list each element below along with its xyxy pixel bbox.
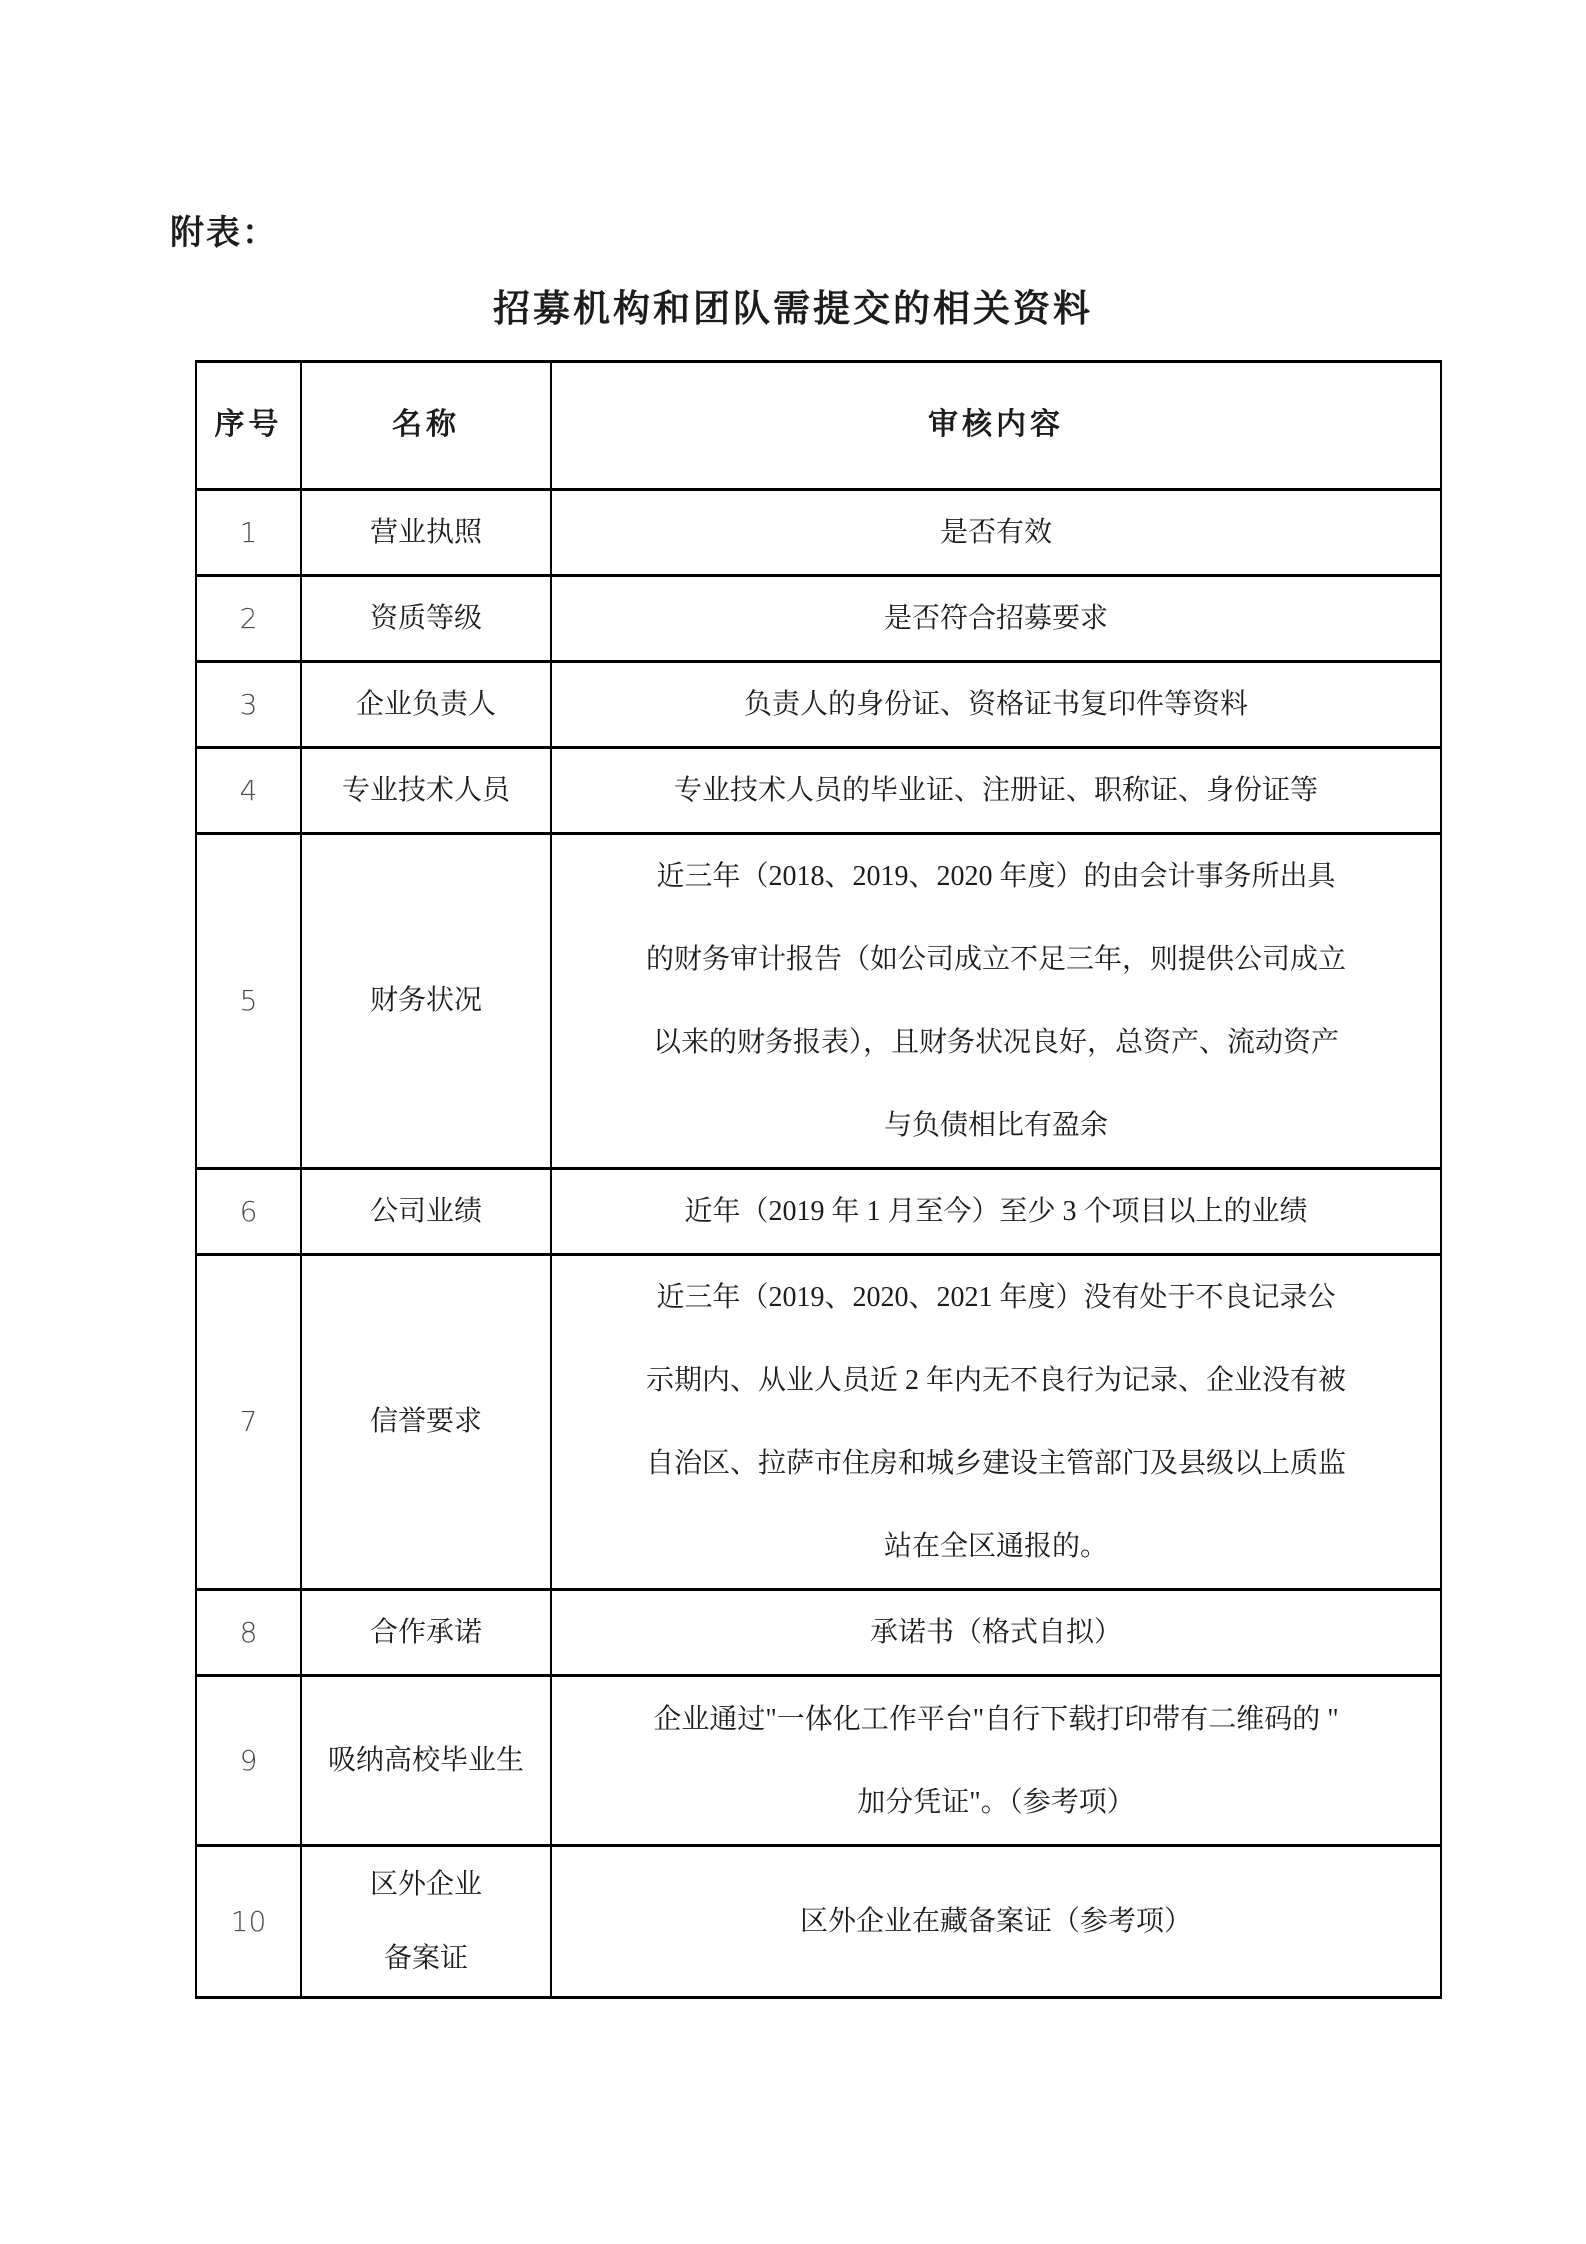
cell-name: 营业执照 bbox=[301, 490, 551, 576]
cell-name bbox=[301, 1846, 551, 1998]
annex-label: 附表： bbox=[170, 215, 278, 252]
table-row-7 bbox=[196, 1255, 1441, 1590]
table-row-2 bbox=[196, 576, 1441, 662]
table-header-row bbox=[196, 362, 1441, 490]
cell-content bbox=[551, 1255, 1441, 1590]
document-title: 招募机构和团队需提交的相关资料 bbox=[493, 289, 1093, 330]
cell-name: 吸纳高校毕业生 bbox=[301, 1676, 551, 1846]
cell-name: 公司业绩 bbox=[301, 1169, 551, 1255]
content-line: 近三年（2018、2019、2020 年度）的由会计事务所出具 bbox=[656, 861, 1336, 892]
cell-content: 近年（2019 年 1 月至今）至少 3 个项目以上的业绩 bbox=[551, 1169, 1441, 1255]
cell-index: 9 bbox=[196, 1676, 301, 1846]
cell-content bbox=[551, 834, 1441, 1169]
cell-index: 4 bbox=[196, 748, 301, 834]
table-row-3 bbox=[196, 662, 1441, 748]
cell-name: 合作承诺 bbox=[301, 1590, 551, 1676]
cell-index: 7 bbox=[196, 1255, 301, 1590]
table-row-4 bbox=[196, 748, 1441, 834]
content-line: 企业通过"一体化工作平台"自行下载打印带有二维码的 " bbox=[653, 1703, 1339, 1735]
cell-name: 专业技术人员 bbox=[301, 748, 551, 834]
content-line: 的财务审计报告（如公司成立不足三年，则提供公司成立 bbox=[645, 944, 1346, 975]
content-line: 加分凭证"。（参考项） bbox=[857, 1786, 1135, 1818]
content-line: 自治区、拉萨市住房和城乡建设主管部门及县级以上质监 bbox=[645, 1448, 1346, 1479]
content-line: 示期内、从业人员近 2 年内无不良行为记录、企业没有被 bbox=[645, 1365, 1346, 1396]
cell-content: 负责人的身份证、资格证书复印件等资料 bbox=[551, 662, 1441, 748]
table-row-1 bbox=[196, 490, 1441, 576]
content-line: 以来的财务报表），且财务状况良好，总资产、流动资产 bbox=[652, 1027, 1339, 1058]
cell-name: 信誉要求 bbox=[301, 1255, 551, 1590]
cell-name: 资质等级 bbox=[301, 576, 551, 662]
cell-content: 专业技术人员的毕业证、注册证、职称证、身份证等 bbox=[551, 748, 1441, 834]
table-row-6 bbox=[196, 1169, 1441, 1255]
cell-content: 承诺书（格式自拟） bbox=[551, 1590, 1441, 1676]
table-row-8 bbox=[196, 1590, 1441, 1676]
name-line: 备案证 bbox=[383, 1942, 468, 1974]
cell-index: 3 bbox=[196, 662, 301, 748]
cell-content: 是否符合招募要求 bbox=[551, 576, 1441, 662]
cell-index: 8 bbox=[196, 1590, 301, 1676]
content-line: 站在全区通报的。 bbox=[883, 1531, 1108, 1562]
cell-content bbox=[551, 1676, 1441, 1846]
cell-index: 2 bbox=[196, 576, 301, 662]
table-row-10 bbox=[196, 1846, 1441, 1998]
cell-name: 财务状况 bbox=[301, 834, 551, 1169]
cell-index: 6 bbox=[196, 1169, 301, 1255]
name-line: 区外企业 bbox=[369, 1868, 482, 1900]
cell-index: 1 bbox=[196, 490, 301, 576]
content-line: 与负债相比有盈余 bbox=[883, 1110, 1108, 1141]
cell-index: 5 bbox=[196, 834, 301, 1169]
header-content: 审核内容 bbox=[551, 362, 1441, 490]
header-name: 名称 bbox=[301, 362, 551, 490]
table-row-5 bbox=[196, 834, 1441, 1169]
table-row-9 bbox=[196, 1676, 1441, 1846]
cell-name: 企业负责人 bbox=[301, 662, 551, 748]
header-index: 序号 bbox=[196, 362, 301, 490]
cell-content: 区外企业在藏备案证（参考项） bbox=[551, 1846, 1441, 1998]
materials-table bbox=[195, 360, 1442, 1999]
cell-index: 10 bbox=[196, 1846, 301, 1998]
cell-content: 是否有效 bbox=[551, 490, 1441, 576]
content-line: 近三年（2019、2020、2021 年度）没有处于不良记录公 bbox=[656, 1282, 1336, 1313]
